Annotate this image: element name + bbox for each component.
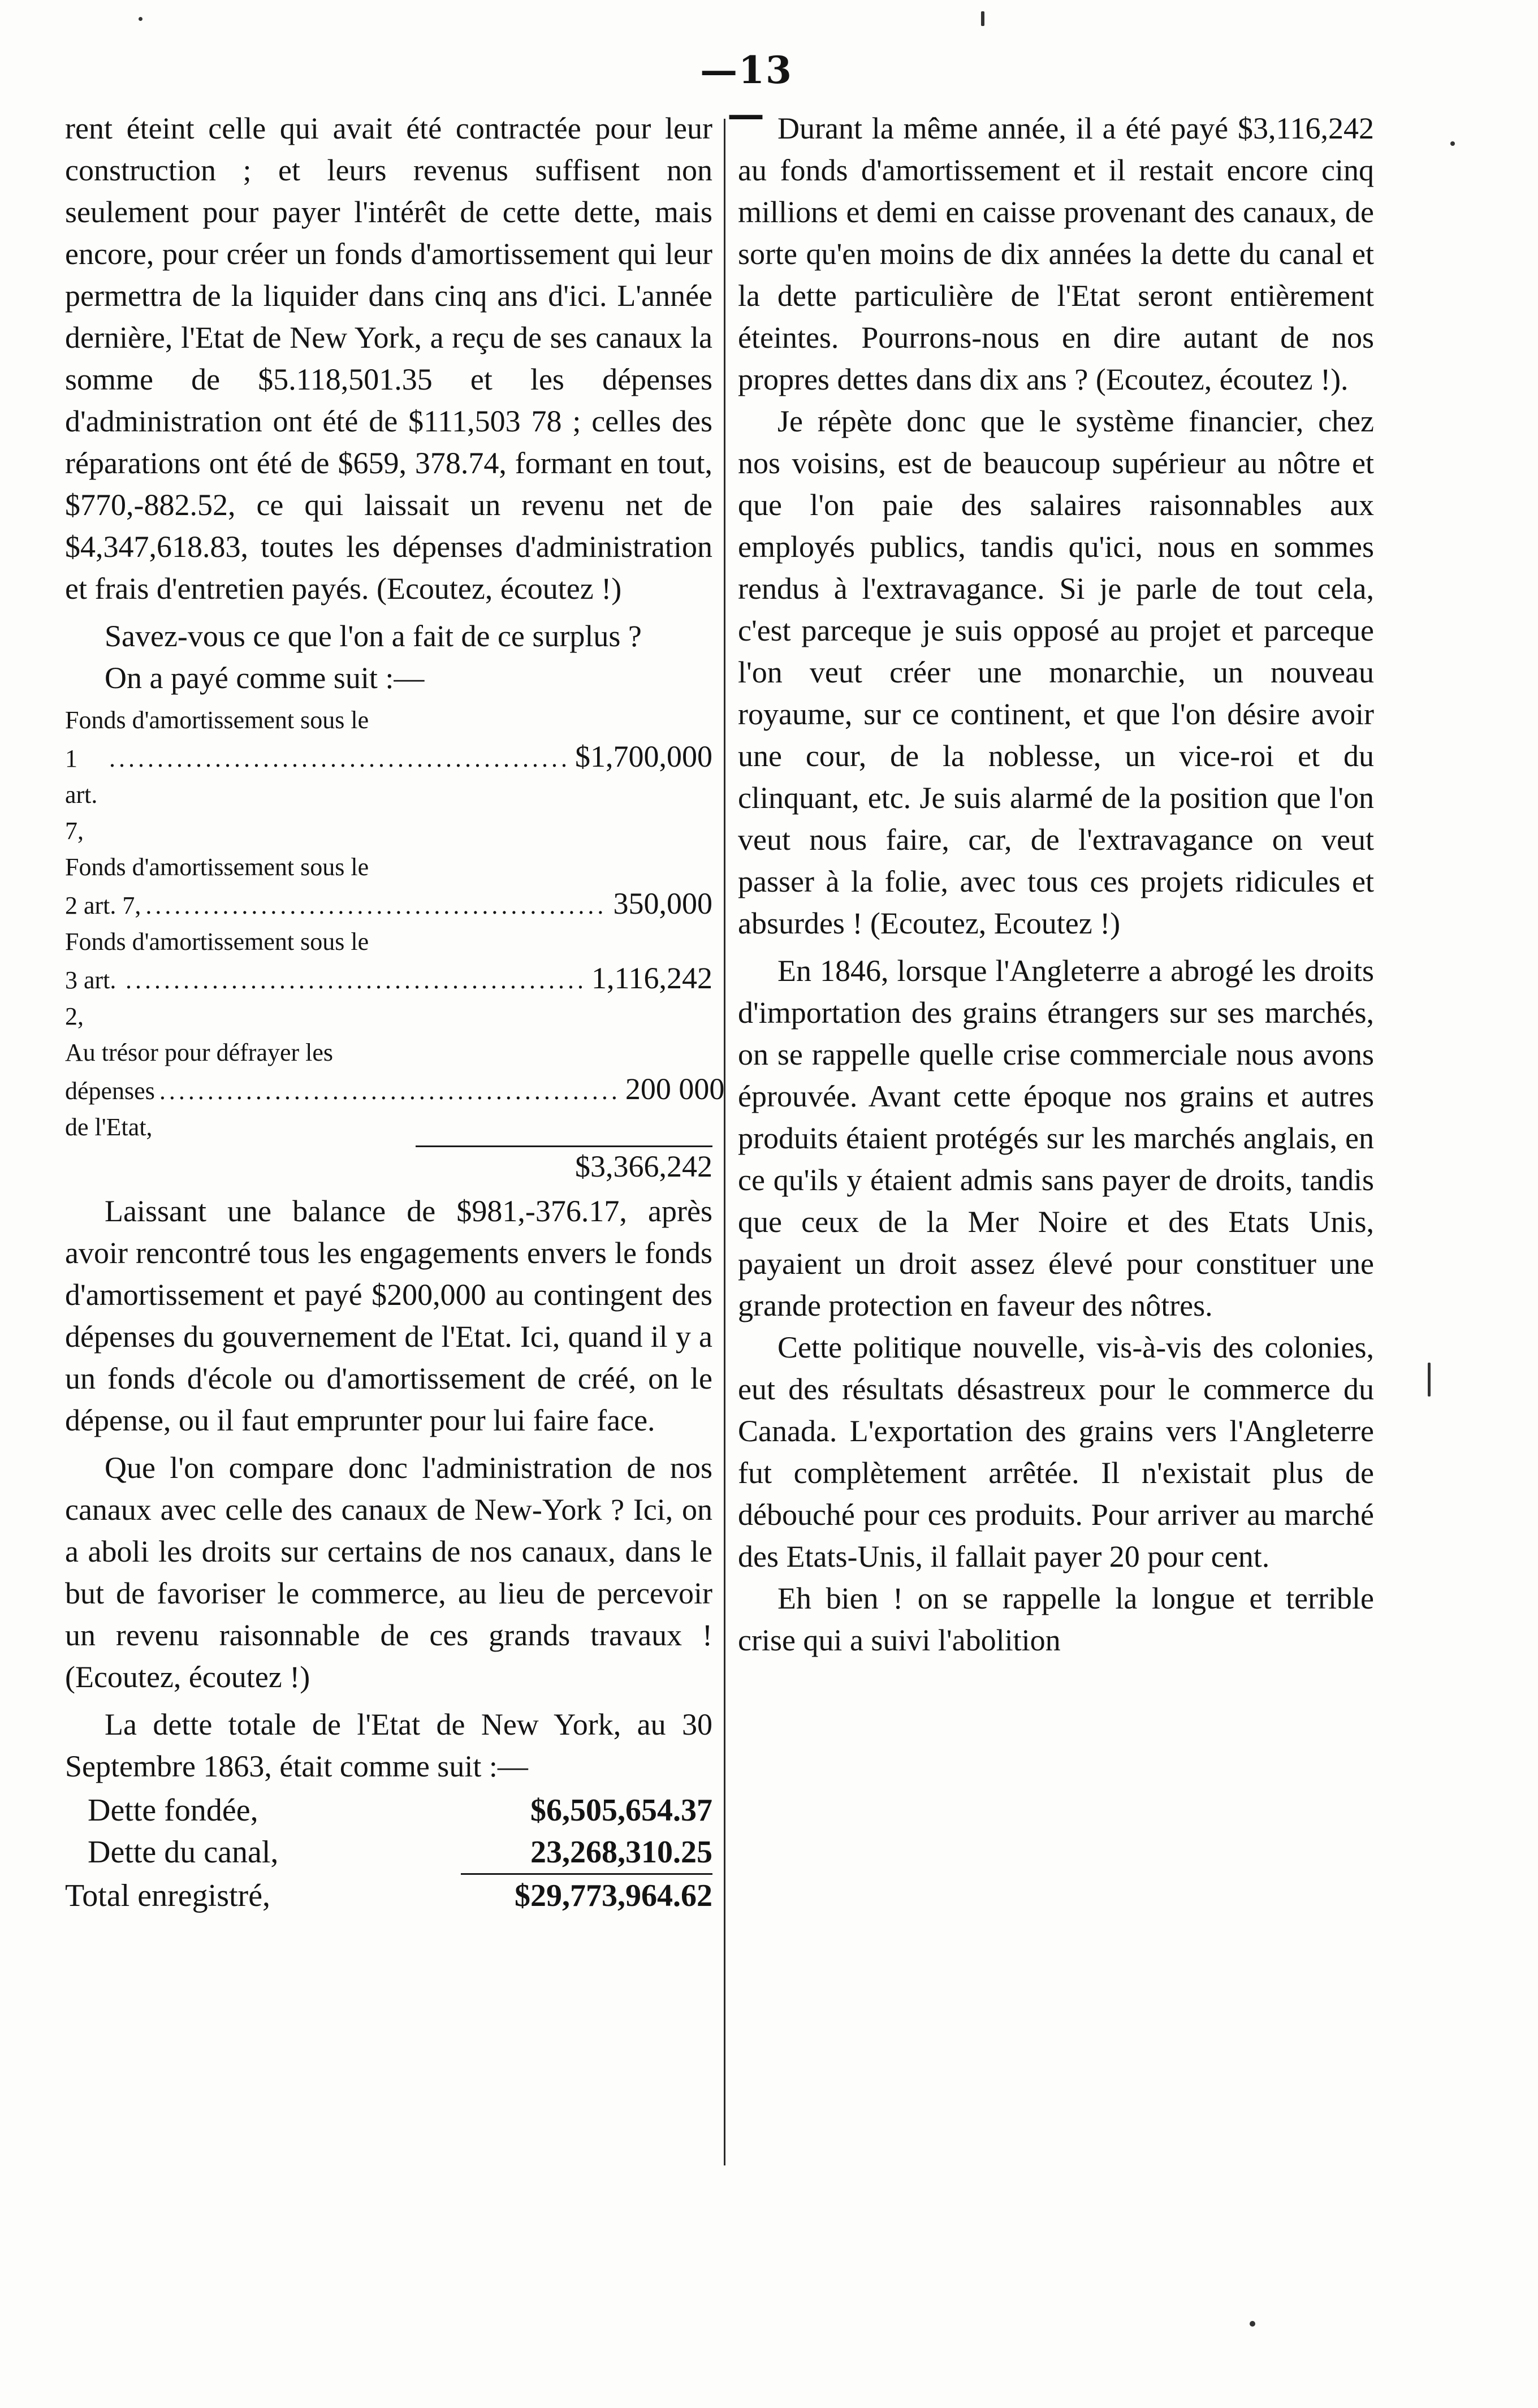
ink-speck	[981, 11, 984, 26]
ledger-row-4-article: dépenses de l'Etat,	[65, 1077, 155, 1141]
ledger-row-2-amount: 350,000	[613, 887, 712, 920]
ledger-row-2	[65, 885, 712, 924]
debt-row-funded-label: Dette fondée,	[88, 1793, 258, 1828]
debt-row-canal	[65, 1831, 712, 1873]
ledger-row-1-article: 1 art. 7,	[65, 745, 98, 845]
debt-row-total-value: $29,773,964.62	[515, 1878, 712, 1913]
debt-row-funded	[65, 1789, 712, 1831]
ledger-row-2-article: 2 art. 7,	[65, 892, 141, 919]
left-paragraph-4: Laissant une balance de $981,-376.17, après avoir rencontré tous les engagements envers le fonds d'amortissement et payé $200,000 au contingent des dépenses du gouvernement de l'Etat. Ici, quand il y a un fonds d'école ou d'amortissement de créé, on le dépense, ou il faut emprunter pour lui faire face.	[65, 1194, 712, 1437]
debt-row-canal-value: 23,268,310.25	[530, 1835, 712, 1870]
right-paragraph-3: En 1846, lorsque l'Angleterre a abrogé les droits d'importation des grains étrangers sur ses marchés, on se rappelle quelle crise commerciale nous avons éprouvée. Avant cette époque nos grains et autres produits étaient protégés sur les marchés anglais, en ce qu'ils y étaient admis sans payer de droits, tandis que ceux de la Mer Noire et des Etats Unis, payaient un droit assez élevé pour constituer une grande protection en faveur des nôtres.	[738, 954, 1374, 1322]
column-divider	[724, 119, 725, 2165]
left-paragraph-2: Savez-vous ce que l'on a fait de ce surplus ?	[105, 619, 642, 653]
ledger-row-3	[65, 960, 712, 1035]
payment-ledger	[65, 702, 725, 1184]
debt-row-total	[65, 1875, 712, 1917]
ink-speck	[1428, 1363, 1431, 1397]
ledger-leader: ................................................	[109, 745, 571, 772]
page-number: —13—	[700, 48, 793, 136]
ledger-row-2-desc: Fonds d'amortissement sous le	[65, 853, 369, 881]
ink-speck	[1450, 141, 1455, 146]
right-paragraph-4: Cette politique nouvelle, vis-à-vis des colonies, eut des résultats désastreux pour le commerce du Canada. L'exportation des grains vers l'Angleterre fut complètement arrêtée. Il n'existait plus de débouché pour ces produits. Pour arriver au marché des Etats-Unis, il fallait payer 20 pour cent.	[738, 1330, 1374, 1573]
ledger-leader: ................................................	[159, 1077, 621, 1105]
ledger-row-1-amount: $1,700,000	[575, 740, 712, 773]
right-paragraph-2: Je répète donc que le système financier, chez nos voisins, est de beaucoup supérieur au nôtre et que l'on paie des salaires raisonnables aux employés publics, tandis qu'ici, nous en sommes rendus à l'extravagance. Si je parle de tout cela, c'est parceque je suis opposé au projet et parceque l'on veut créer une monarchie, un nouveau royaume, sur ce continent, et que l'on désire avoir une cour, de la noblesse, un vice-roi et du clinquant, etc. Je suis alarmé de la position que l'on veut nous faire, car, de l'extravagance on veut passer à la folie, avec tous ces projets ridicules et absurdes ! (Ecoutez, Ecoutez !)	[738, 404, 1374, 940]
ledger-row-1	[65, 738, 712, 849]
ledger-row-1-desc: Fonds d'amortissement sous le	[65, 706, 369, 734]
left-paragraph-6: La dette totale de l'Etat de New York, au 30 Septembre 1863, était comme suit :—	[65, 1707, 712, 1783]
left-paragraph-3: On a payé comme suit :—	[105, 661, 425, 695]
ledger-row-4-desc: Au trésor pour défrayer les	[65, 1039, 334, 1066]
debt-row-funded-value: $6,505,654.37	[530, 1793, 712, 1828]
debt-row-canal-label: Dette du canal,	[88, 1835, 279, 1870]
debt-table	[65, 1789, 712, 1917]
ink-speck	[139, 17, 142, 21]
left-paragraph-5: Que l'on compare donc l'administration de nos canaux avec celle des canaux de New-York ? Ici, on a aboli les droits sur certains de nos canaux, dans le but de favoriser le commerce, au lieu de percevoir un revenu raisonnable de ces grands travaux ! (Ecoutez, écoutez !)	[65, 1451, 712, 1694]
ledger-leader: ................................................	[145, 892, 607, 919]
ledger-row-4	[65, 1071, 725, 1145]
ink-speck	[1250, 2321, 1255, 2327]
debt-row-total-label: Total enregistré,	[65, 1878, 271, 1913]
ledger-row-3-desc: Fonds d'amortissement sous le	[65, 928, 369, 956]
left-column	[65, 107, 725, 1917]
ledger-row-3-amount: 1,116,242	[591, 961, 712, 995]
right-column	[738, 107, 1374, 1661]
ledger-row-3-article: 3 art. 2,	[65, 966, 116, 1030]
ledger-leader: ................................................	[126, 966, 587, 994]
left-paragraph-1: rent éteint celle qui avait été contractée pour leur construction ; et leurs revenus suffisent non seulement pour payer l'intérêt de cette dette, mais encore, pour créer un fonds d'amortissement qui leur permettra de la liquider dans cinq ans d'ici. L'année dernière, l'Etat de New York, a reçu de ses canaux la somme de $5.118,501.35 et les dépenses d'administration ont été de $111,503 78 ; celles des réparations ont été de $659, 378.74, formant en tout, $770,-882.52, ce qui laissait un revenu net de $4,347,618.83, toutes les dépenses d'administration et frais d'entretien payés. (Ecoutez, écoutez !)	[65, 111, 712, 606]
ledger-row-4-amount: 200 000	[625, 1072, 725, 1106]
right-paragraph-1: Durant la même année, il a été payé $3,116,242 au fonds d'amortissement et il restait encore cinq millions et demi en caisse provenant des canaux, de sorte qu'en moins de dix années la dette du canal et la dette particulière de l'Etat seront entièrement éteintes. Pourrons-nous en dire autant de nos propres dettes dans dix ans ? (Ecoutez, écoutez !).	[738, 111, 1374, 396]
ledger-total: $3,366,242	[416, 1145, 712, 1184]
right-paragraph-5: Eh bien ! on se rappelle la longue et terrible crise qui a suivi l'abolition	[738, 1581, 1374, 1657]
